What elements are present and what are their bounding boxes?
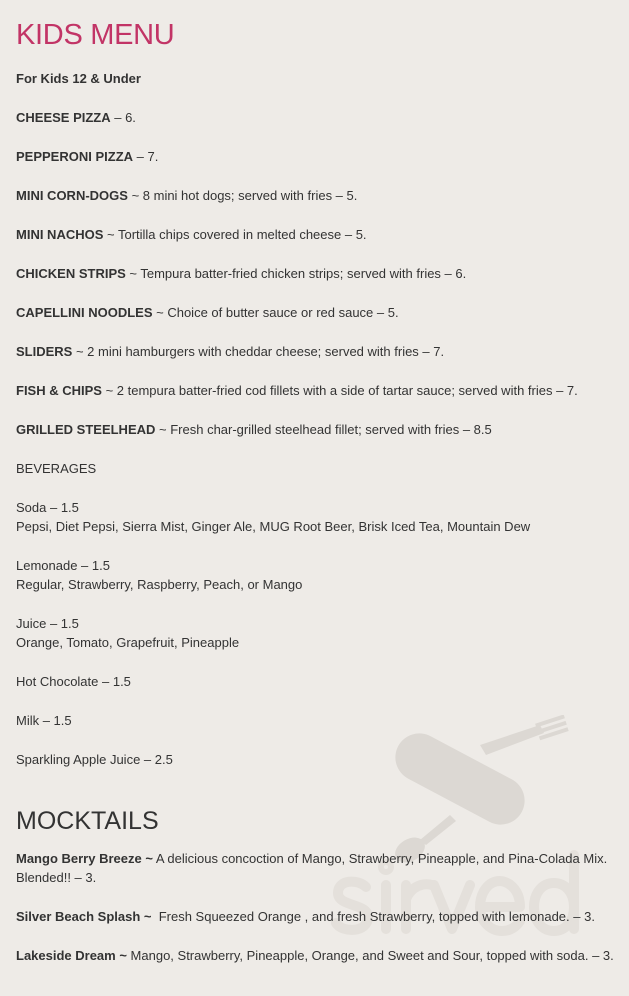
item-name: GRILLED STEELHEAD: [16, 421, 156, 437]
mocktail-desc: A delicious concoction of Mango, Strawberry, Pineapple, and Pina-Colada Mix. Blended!! – 3.: [16, 851, 611, 885]
beverage-item: [16, 672, 621, 691]
item-desc: ~ Tempura batter-fried chicken strips; served with fries – 6.: [125, 265, 467, 281]
item-desc: – 7.: [133, 148, 159, 164]
menu-item: [16, 381, 621, 400]
item-desc: – 6.: [110, 109, 136, 125]
beverage-name: Lemonade – 1.5: [16, 557, 110, 573]
beverage-item: [16, 614, 621, 652]
beverage-options: Regular, Strawberry, Raspberry, Peach, or Mango: [16, 576, 303, 592]
item-desc: ~ Tortilla chips covered in melted cheese – 5.: [103, 226, 367, 242]
item-name: MINI NACHOS: [16, 226, 104, 242]
menu-item: [16, 303, 621, 322]
mocktail-item: [16, 849, 621, 887]
item-desc: ~ 2 mini hamburgers with cheddar cheese; served with fries – 7.: [72, 343, 445, 359]
mocktail-name: Silver Beach Splash ~: [16, 909, 152, 924]
beverage-name: Soda – 1.5: [16, 499, 79, 515]
item-desc: ~ Choice of butter sauce or red sauce – 5.: [152, 304, 399, 320]
item-name: MINI CORN-DOGS: [16, 187, 128, 203]
item-name: SLIDERS: [16, 343, 73, 359]
item-desc: ~ 2 tempura batter-fried cod fillets with a side of tartar sauce; served with fries – 7.: [101, 382, 578, 398]
item-name: FISH & CHIPS: [16, 382, 102, 398]
beverage-item: [16, 556, 621, 594]
item-name: CAPELLINI NOODLES: [16, 304, 153, 320]
beverage-name: Hot Chocolate – 1.5: [16, 673, 131, 689]
mocktails-heading: MOCKTAILS: [16, 806, 159, 835]
item-desc: ~ Fresh char-grilled steelhead fillet; served with fries – 8.5: [155, 421, 492, 437]
menu-item: [16, 420, 621, 439]
beverage-item: [16, 498, 621, 536]
item-name: CHEESE PIZZA: [16, 109, 111, 125]
beverage-name: Sparkling Apple Juice – 2.5: [16, 751, 173, 767]
menu-item: [16, 147, 621, 166]
menu-item: [16, 225, 621, 244]
beverage-item: [16, 711, 621, 730]
menu-item: [16, 186, 621, 205]
menu-subtitle: [16, 69, 621, 88]
menu-item: [16, 342, 621, 361]
mocktail-item: [16, 907, 621, 926]
mocktail-desc: Mango, Strawberry, Pineapple, Orange, and Sweet and Sour, topped with soda. – 3.: [126, 948, 614, 963]
beverage-options: Orange, Tomato, Grapefruit, Pineapple: [16, 634, 240, 650]
menu-item: [16, 264, 621, 283]
subtitle-text: For Kids 12 & Under: [16, 70, 141, 86]
mocktail-name: Mango Berry Breeze ~: [16, 851, 153, 866]
item-name: CHICKEN STRIPS: [16, 265, 126, 281]
mocktail-name: Lakeside Dream ~: [16, 948, 127, 963]
menu-item: [16, 108, 621, 127]
beverage-item: [16, 750, 621, 769]
mocktail-desc: Fresh Squeezed Orange , and fresh Strawberry, topped with lemonade. – 3.: [151, 909, 595, 924]
beverage-name: Juice – 1.5: [16, 615, 79, 631]
item-name: PEPPERONI PIZZA: [16, 148, 134, 164]
beverages-heading: BEVERAGES: [16, 460, 97, 476]
page-title: KIDS MENU: [16, 19, 175, 51]
mocktail-item: [16, 946, 621, 965]
beverage-options: Pepsi, Diet Pepsi, Sierra Mist, Ginger Ale, MUG Root Beer, Brisk Iced Tea, Mountain Dew: [16, 518, 531, 534]
beverage-name: Milk – 1.5: [16, 712, 72, 728]
item-desc: ~ 8 mini hot dogs; served with fries – 5.: [127, 187, 358, 203]
